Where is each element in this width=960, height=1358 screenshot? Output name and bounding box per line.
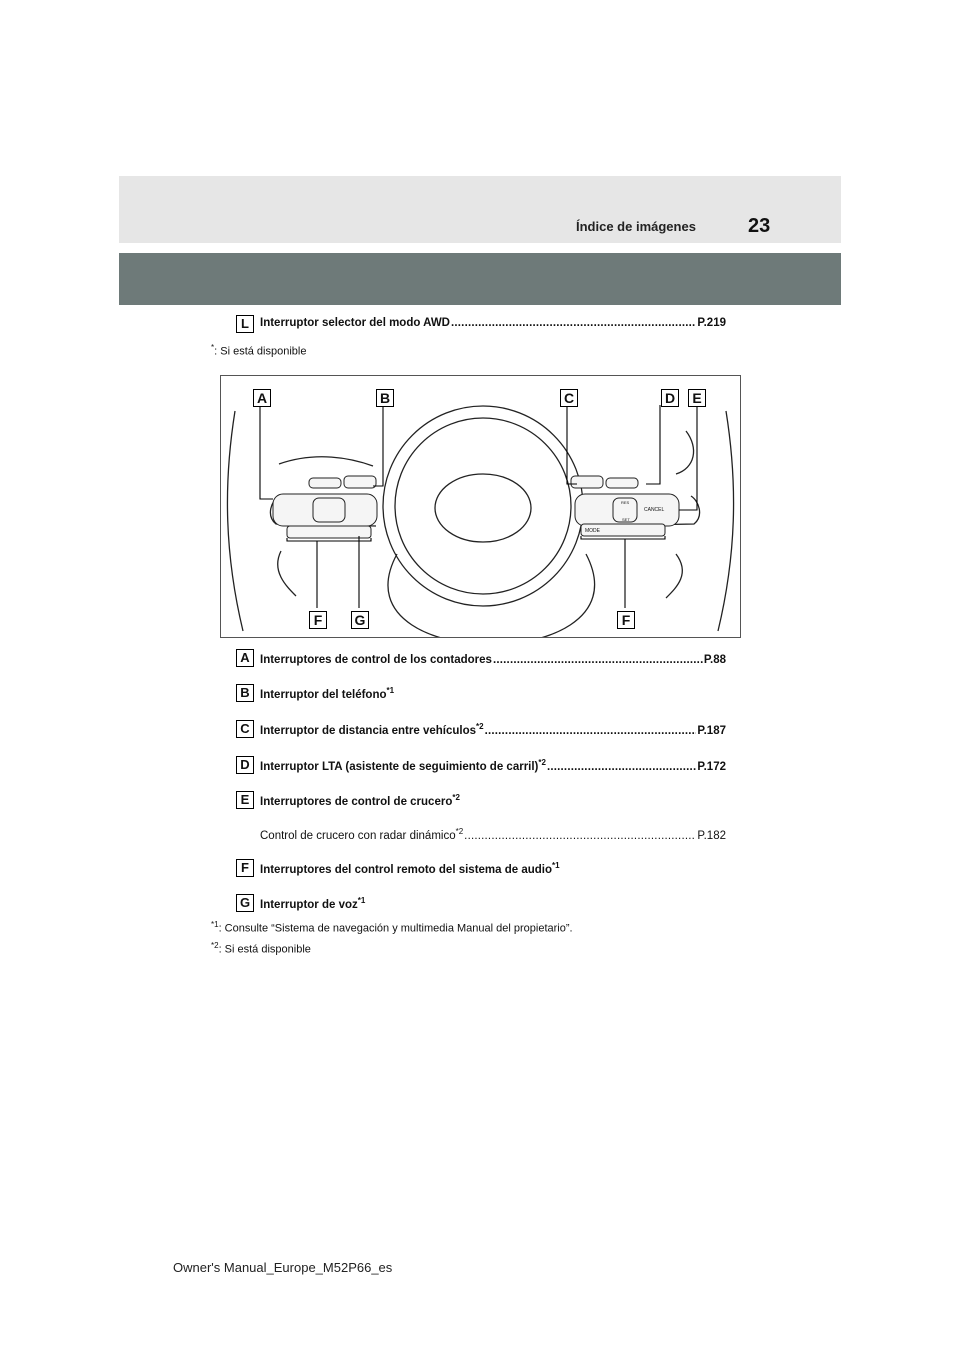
- entry-label: Interruptor de voz$^{*1}$: [260, 896, 366, 911]
- entry-label: Interruptores de control de los contadores: [260, 653, 492, 666]
- footnote-text: : Consulte “Sistema de navegación y multimedia Manual del propietario”.: [218, 922, 573, 935]
- entry-voice-switch: [236, 894, 726, 912]
- entry-letter-badge: G: [236, 894, 254, 912]
- entry-letter-badge: B: [236, 684, 254, 702]
- entry-label: Control de crucero con radar dinámico$^{*2}$: [260, 827, 464, 842]
- entry-letter-badge: E: [236, 791, 254, 809]
- figure-callout-f-right: F: [617, 611, 635, 629]
- note-text: : Si está disponible: [214, 345, 307, 358]
- entry-letter-badge: D: [236, 756, 254, 774]
- entry-label: Interruptor del teléfono$^{*1}$: [260, 686, 395, 701]
- leader-dots: [451, 317, 696, 329]
- mode-button-label: MODE: [585, 528, 600, 534]
- entry-line: [260, 827, 726, 842]
- footer-manual-id: Owner's Manual_Europe_M52P66_es: [173, 1260, 393, 1275]
- entry-line: [260, 793, 726, 808]
- page-number: 23: [748, 215, 771, 237]
- section-tab-band: [119, 253, 841, 305]
- entry-label: Interruptor LTA (asistente de seguimiento de carril)$^{*2}$: [260, 758, 546, 773]
- entry-cruise-controls: [236, 791, 726, 809]
- figure-callout-f-left: F: [309, 611, 327, 629]
- entry-line: [260, 896, 726, 911]
- steering-wheel-illustration: [221, 376, 740, 637]
- set-button-label: SET: [622, 517, 630, 522]
- entry-label: Interruptor de distancia entre vehículos$^{*2}$: [260, 722, 484, 737]
- entry-distance-switch: [236, 720, 726, 738]
- leader-dots: [547, 761, 696, 773]
- entry-label: Interruptores del control remoto del sistema de audio$^{*1}$: [260, 861, 560, 876]
- leader-dots: [493, 654, 703, 666]
- page-reference[interactable]: P.187: [697, 724, 726, 737]
- footnote-1: [211, 920, 573, 935]
- cancel-button-label: CANCEL: [644, 507, 665, 513]
- figure-callout-g: G: [351, 611, 369, 629]
- entry-line: [260, 758, 726, 773]
- entry-letter-badge: L: [236, 315, 254, 333]
- figure-callout-b: B: [376, 389, 394, 407]
- page-reference[interactable]: P.172: [697, 760, 726, 773]
- page-reference[interactable]: P.88: [703, 653, 726, 666]
- footnote-text: : Si está disponible: [218, 943, 311, 956]
- entry-meter-controls: [236, 649, 726, 667]
- entry-letter-badge: C: [236, 720, 254, 738]
- entry-lta-switch: [236, 756, 726, 774]
- entry-line: [260, 317, 726, 329]
- entry-radar-cruise: [236, 825, 726, 843]
- entry-line: [260, 722, 726, 737]
- entry-line: [260, 686, 726, 701]
- entry-audio-remote: [236, 859, 726, 877]
- figure-callout-d: D: [661, 389, 679, 407]
- page-reference[interactable]: P.182: [697, 829, 726, 842]
- entry-line: [260, 651, 726, 666]
- footnote-2: [211, 941, 311, 956]
- entry-letter-badge: F: [236, 859, 254, 877]
- entry-label: Interruptores de control de crucero$^{*2}$: [260, 793, 460, 808]
- entry-letter-badge: A: [236, 649, 254, 667]
- footnote-mark: *1: [211, 920, 219, 929]
- figure-callout-a: A: [253, 389, 271, 407]
- footnote-mark: *2: [211, 941, 219, 950]
- leader-dots: [485, 725, 697, 737]
- entry-phone-switch: [236, 684, 726, 702]
- page-reference[interactable]: P.219: [697, 317, 726, 329]
- figure-callout-e: E: [688, 389, 706, 407]
- res-button-label: RES: [621, 500, 630, 505]
- entry-awd-selector: [236, 315, 726, 333]
- steering-wheel-figure: [220, 375, 741, 638]
- figure-callout-c: C: [560, 389, 578, 407]
- entry-label: Interruptor selector del modo AWD: [260, 317, 450, 329]
- availability-note: [211, 343, 306, 358]
- leader-dots: [464, 830, 696, 842]
- section-title: Índice de imágenes: [576, 219, 696, 234]
- note-mark: *: [211, 343, 215, 352]
- header-band: [119, 176, 841, 243]
- entry-line: [260, 861, 726, 876]
